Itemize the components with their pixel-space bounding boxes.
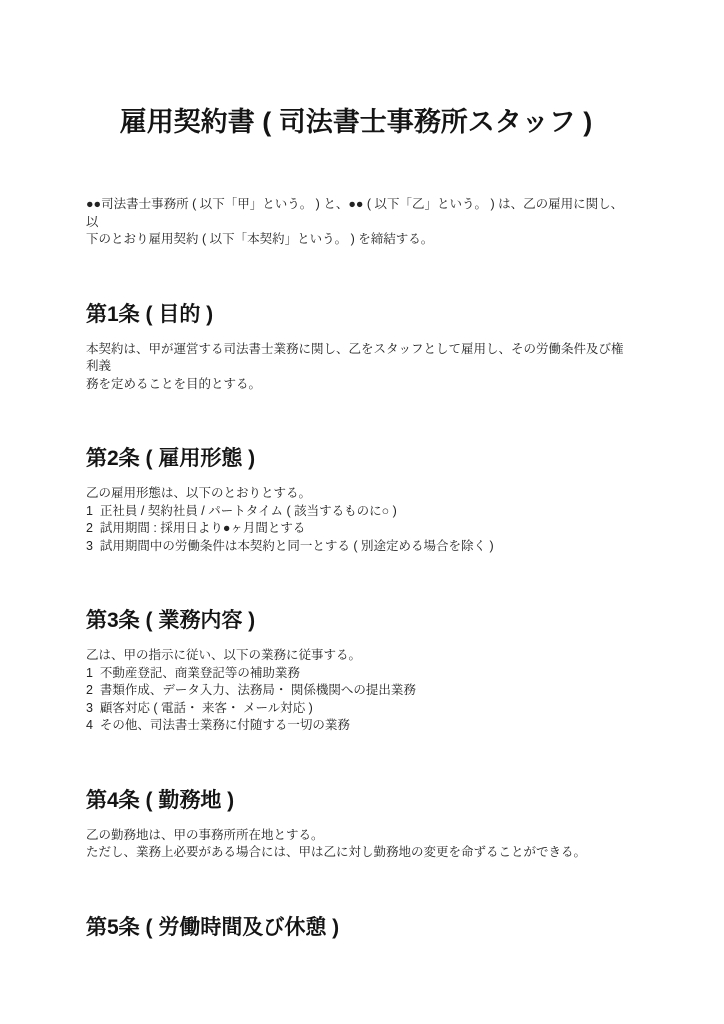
article-2-employment-type (86, 445, 626, 555)
article-heading: 第5条 ( 労働時間及び休憩 ) (86, 915, 340, 939)
numbered-item: 1 不動産登記、商業登記等の補助業務 (86, 665, 300, 680)
article-3-job-duties (86, 607, 626, 735)
article-4-work-location (86, 787, 626, 862)
article-5-working-hours (86, 914, 626, 941)
numbered-item: 2 試用期間 : 採用日より●ヶ月間とする (86, 521, 306, 535)
numbered-item: 2 書類作成、データ入力、法務局・ 関係機関への提出業務 (86, 683, 416, 697)
numbered-item: 4 その他、司法書士業務に付随する一切の業務 (86, 718, 350, 732)
article-heading: 第1条 ( 目的 ) (86, 302, 214, 326)
body-line: 務を定めることを目的とする。 (86, 376, 262, 391)
article-heading: 第2条 ( 雇用形態 ) (86, 447, 256, 470)
article-1-purpose (86, 301, 626, 394)
article-heading: 第3条 ( 業務内容 ) (86, 609, 256, 632)
numbered-item: 1 正社員 / 契約社員 / パートタイム ( 該当するものに○ ) (86, 503, 397, 518)
article-heading: 第4条 ( 勤務地 ) (86, 788, 235, 812)
numbered-item: 3 顧客対応 ( 電話・ 来客・ メール対応 ) (86, 700, 313, 715)
intro-line: 下のとおり雇用契約 ( 以下「本契約」という。 ) を締結する。 (86, 232, 434, 246)
body-line: ただし、業務上必要がある場合には、甲は乙に対し勤務地の変更を命ずることができる。 (86, 845, 587, 859)
body-line: 乙の雇用形態は、以下のとおりとする。 (86, 486, 312, 500)
body-line: 本契約は、甲が運営する司法書士業務に関し、乙をスタッフとして雇用し、その労働条件及び権利義 (86, 341, 624, 373)
document-title: 雇用契約書 ( 司法書士事務所スタッフ ) (119, 107, 593, 137)
intro-paragraph (86, 196, 626, 249)
intro-line: ●●司法書士事務所 ( 以下「甲」という。 ) と、●● ( 以下「乙」という。 ) は、乙の雇用に関し、以 (86, 197, 624, 229)
body-line: 乙は、甲の指示に従い、以下の業務に従事する。 (86, 648, 362, 662)
body-line: 乙の勤務地は、甲の事務所所在地とする。 (86, 827, 324, 842)
numbered-item: 3 試用期間中の労働条件は本契約と同一とする ( 別途定める場合を除く ) (86, 538, 494, 553)
